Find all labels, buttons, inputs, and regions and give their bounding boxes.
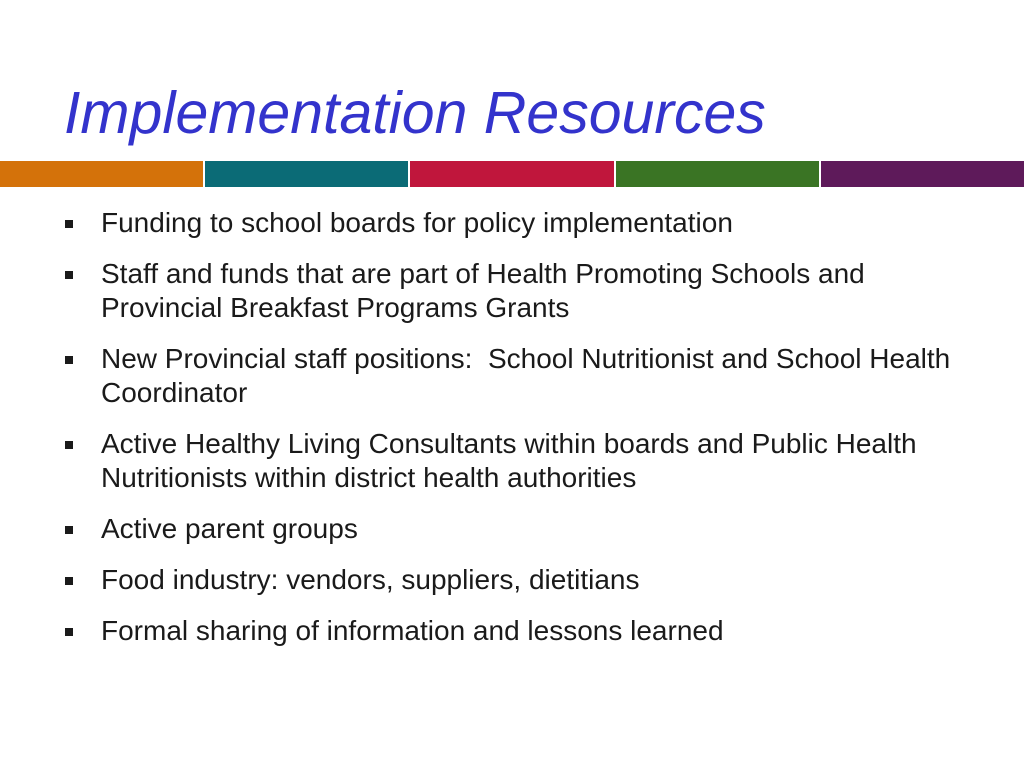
accent-color-bar bbox=[0, 161, 1024, 187]
accent-segment-purple bbox=[819, 161, 1024, 187]
bullet-text: Staff and funds that are part of Health Promoting Schools and Provincial Breakfast Programs Grants bbox=[101, 258, 865, 323]
bullet-text: Funding to school boards for policy implementation bbox=[101, 207, 733, 238]
accent-segment-orange bbox=[0, 161, 203, 187]
bullet-list bbox=[62, 206, 982, 665]
bullet-text: Food industry: vendors, suppliers, dietitians bbox=[101, 564, 640, 595]
bullet-text: Active Healthy Living Consultants within boards and Public Health Nutritionists within district health authorities bbox=[101, 428, 917, 493]
square-bullet-icon bbox=[65, 220, 73, 228]
bullet-item bbox=[62, 206, 982, 240]
accent-segment-teal bbox=[203, 161, 408, 187]
square-bullet-icon bbox=[65, 526, 73, 534]
square-bullet-icon bbox=[65, 441, 73, 449]
accent-segment-crimson bbox=[408, 161, 613, 187]
bullet-text: Formal sharing of information and lessons learned bbox=[101, 615, 724, 646]
bullet-item bbox=[62, 427, 982, 495]
square-bullet-icon bbox=[65, 271, 73, 279]
square-bullet-icon bbox=[65, 628, 73, 636]
square-bullet-icon bbox=[65, 577, 73, 585]
square-bullet-icon bbox=[65, 356, 73, 364]
bullet-item bbox=[62, 614, 982, 648]
slide-title: Implementation Resources bbox=[64, 80, 766, 146]
accent-segment-green bbox=[614, 161, 819, 187]
bullet-item bbox=[62, 563, 982, 597]
bullet-item bbox=[62, 257, 982, 325]
bullet-item bbox=[62, 512, 982, 546]
bullet-text: New Provincial staff positions: School Nutritionist and School Health Coordinator bbox=[101, 343, 959, 408]
bullet-text: Active parent groups bbox=[101, 513, 358, 544]
bullet-item bbox=[62, 342, 982, 410]
